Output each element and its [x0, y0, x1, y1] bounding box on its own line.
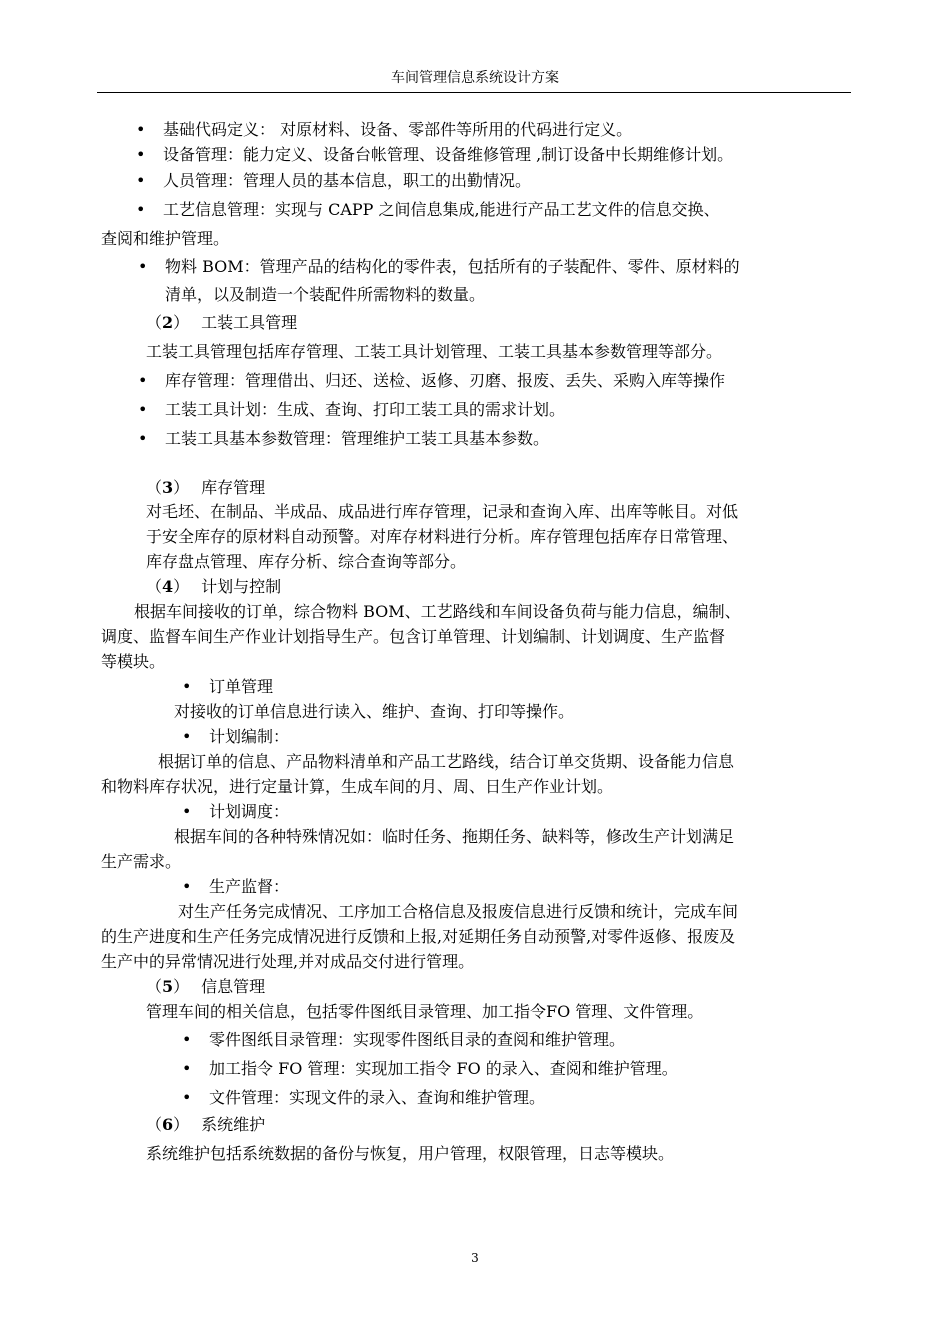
bullet-item: • 计划编制：: [209, 726, 289, 748]
bullet-item: • 零件图纸目录管理：实现零件图纸目录的查阅和维护管理。: [209, 1029, 625, 1051]
section-heading: （3） 库存管理: [146, 478, 266, 497]
paragraph-line: 根据车间的各种特殊情况如：临时任务、拖期任务、缺料等，修改生产计划满足: [174, 827, 735, 846]
paragraph-line: 生产中的异常情况进行处理,并对成品交付进行管理。: [101, 952, 475, 971]
page-number: 3: [471, 1251, 479, 1265]
paragraph-line: 对接收的订单信息进行读入、维护、查询、打印等操作。: [174, 702, 575, 721]
section-heading: （5） 信息管理: [146, 977, 266, 996]
header-rule: [97, 92, 851, 93]
paragraph-line: 对毛坯、在制品、半成品、成品进行库存管理，记录和查询入库、出库等帐目。对低: [146, 502, 739, 521]
paragraph-line: 生产需求。: [101, 852, 182, 871]
section-heading: （4） 计划与控制: [146, 577, 282, 596]
paragraph-line: 的生产进度和生产任务完成情况进行反馈和上报,对延期任务自动预警,对零件返修、报废及: [101, 927, 736, 946]
bullet-item: • 工艺信息管理：实现与 CAPP 之间信息集成,能进行产品工艺文件的信息交换、: [163, 199, 720, 221]
bullet-item: • 库存管理：管理借出、归还、送检、返修、刃磨、报废、丢失、采购入库等操作: [165, 370, 725, 392]
bullet-item: • 物料 BOM：管理产品的结构化的零件表，包括所有的子装配件、零件、原材料的: [165, 256, 740, 278]
page-header: 车间管理信息系统设计方案: [391, 70, 559, 86]
paragraph-line: 对生产任务完成情况、工序加工合格信息及报废信息进行反馈和统计，完成车间: [178, 902, 739, 921]
paragraph-line: 和物料库存状况，进行定量计算，生成车间的月、周、日生产作业计划。: [101, 777, 614, 796]
bullet-item: • 加工指令 FO 管理：实现加工指令 FO 的录入、查阅和维护管理。: [209, 1058, 678, 1080]
paragraph-line: 根据订单的信息、产品物料清单和产品工艺路线，结合订单交货期、设备能力信息: [158, 752, 735, 771]
paragraph-line: 查阅和维护管理。: [101, 229, 230, 248]
section-heading: （2） 工装工具管理: [146, 313, 298, 332]
paragraph-line: 调度、监督车间生产作业计划指导生产。包含订单管理、计划编制、计划调度、生产监督: [101, 627, 726, 646]
paragraph-line: 根据车间接收的订单，综合物料 BOM、工艺路线和车间设备负荷与能力信息，编制、: [134, 602, 741, 621]
paragraph-line: 库存盘点管理、库存分析、综合查询等部分。: [146, 552, 467, 571]
paragraph-line: 等模块。: [101, 652, 166, 671]
bullet-item: • 生产监督：: [209, 876, 289, 898]
bullet-item: • 文件管理：实现文件的录入、查询和维护管理。: [209, 1087, 545, 1109]
paragraph-line: 系统维护包括系统数据的备份与恢复，用户管理，权限管理，日志等模块。: [146, 1144, 675, 1163]
paragraph-line: 工装工具管理包括库存管理、工装工具计划管理、工装工具基本参数管理等部分。: [146, 342, 723, 361]
bullet-item: • 设备管理：能力定义、设备台帐管理、设备维修管理 ,制订设备中长期维修计划。: [163, 144, 733, 166]
bullet-item: • 计划调度：: [209, 801, 289, 823]
bullet-item: • 人员管理：管理人员的基本信息，职工的出勤情况。: [163, 170, 531, 192]
section-heading: （6） 系统维护: [146, 1115, 266, 1134]
paragraph-line: 管理车间的相关信息，包括零件图纸目录管理、加工指令FO 管理、文件管理。: [146, 1002, 704, 1021]
bullet-item: • 订单管理: [209, 676, 273, 698]
bullet-item: • 工装工具计划：生成、查询、打印工装工具的需求计划。: [165, 399, 565, 421]
bullet-item: • 工装工具基本参数管理：管理维护工装工具基本参数。: [165, 428, 549, 450]
paragraph-line: 于安全库存的原材料自动预警。对库存材料进行分析。库存管理包括库存日常管理、: [146, 527, 739, 546]
paragraph-line: 清单，以及制造一个装配件所需物料的数量。: [165, 285, 486, 304]
bullet-item: • 基础代码定义： 对原材料、设备、零部件等所用的代码进行定义。: [163, 119, 632, 141]
